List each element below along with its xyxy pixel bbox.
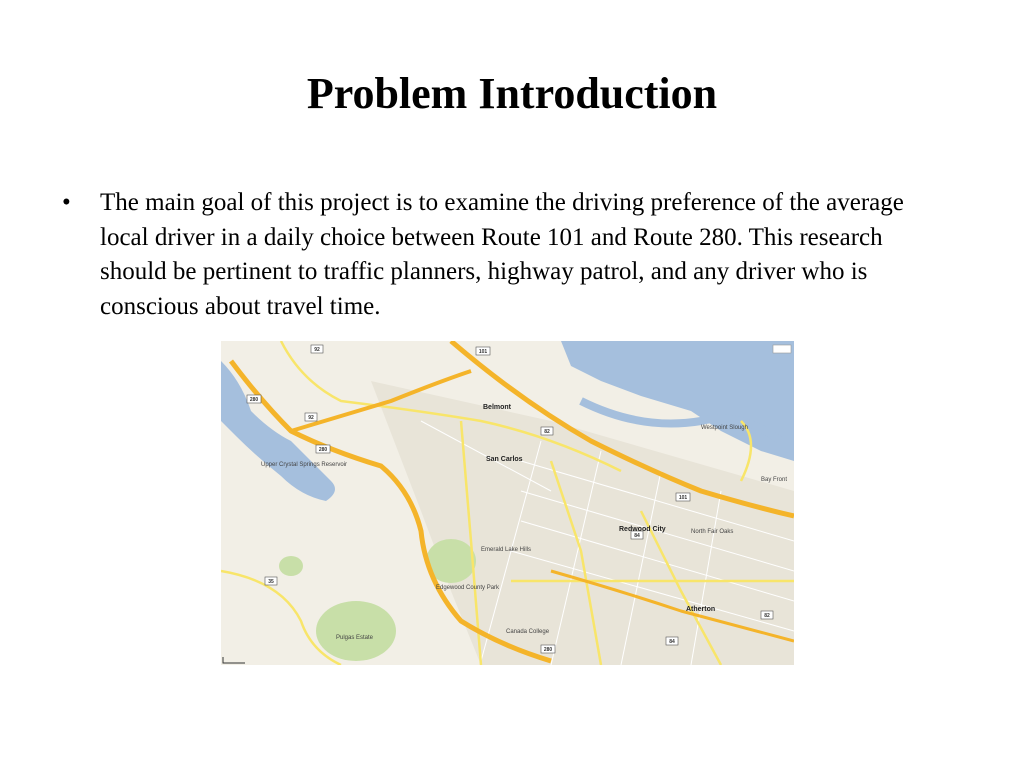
svg-text:280: 280 (318, 447, 328, 453)
shield-92-icon (311, 345, 323, 353)
shield-101-icon (676, 493, 690, 501)
map-label-redwood-city: Redwood City (619, 526, 666, 533)
bullet-text: The main goal of this project is to examine the driving preference of the average local driver in a daily choice between Route 101 and Route 280. This research should be pertinent to traffic planners, highway patrol, and any driver who is conscious about travel time. (100, 189, 904, 320)
svg-text:280: 280 (543, 647, 553, 653)
svg-text:280: 280 (249, 397, 259, 403)
svg-text:84: 84 (669, 639, 675, 645)
svg-text:92: 92 (314, 347, 320, 353)
shield-92-icon (305, 413, 317, 421)
map-park-small (279, 556, 303, 576)
svg-text:82: 82 (544, 429, 550, 435)
shield-35-icon (265, 577, 277, 585)
shield-280-icon (541, 645, 555, 653)
map-label-bay: Bay Front (761, 477, 788, 483)
svg-text:84: 84 (634, 533, 640, 539)
shield-280-icon (316, 445, 330, 453)
bullet-list (62, 186, 942, 324)
bullet-item (62, 186, 942, 324)
map-label-reservoir: Upper Crystal Springs Reservoir (261, 462, 348, 468)
shield-280-icon (247, 395, 261, 403)
svg-text:101: 101 (478, 349, 488, 355)
map-label-canada-college: Canada College (506, 629, 550, 635)
map-label-westpoint-slough: Westpoint Slough (701, 425, 748, 431)
map-label-atherton: Atherton (686, 606, 716, 613)
shield-84-icon (666, 637, 678, 645)
map-label-north-fair-oaks: North Fair Oaks (691, 529, 734, 535)
route-map (221, 341, 794, 665)
map-label-edgewood-park: Edgewood County Park (436, 585, 500, 591)
svg-text:101: 101 (678, 495, 688, 501)
svg-text:35: 35 (268, 579, 274, 585)
map-park-pulgas (316, 601, 396, 661)
map-label-emerald-lake-hills: Emerald Lake Hills (481, 547, 532, 553)
shield-82-icon (541, 427, 553, 435)
map-label-pulgas: Pulgas Estate (336, 635, 374, 641)
slide-title: Problem Introduction (306, 69, 718, 118)
svg-text:82: 82 (764, 613, 770, 619)
bullet-symbol: • (62, 189, 71, 216)
map-zoom-control (773, 345, 791, 353)
svg-text:92: 92 (308, 415, 314, 421)
map-label-belmont: Belmont (483, 404, 511, 411)
map-label-san-carlos: San Carlos (486, 456, 523, 463)
shield-82-icon (761, 611, 773, 619)
shield-101-icon (476, 347, 490, 355)
